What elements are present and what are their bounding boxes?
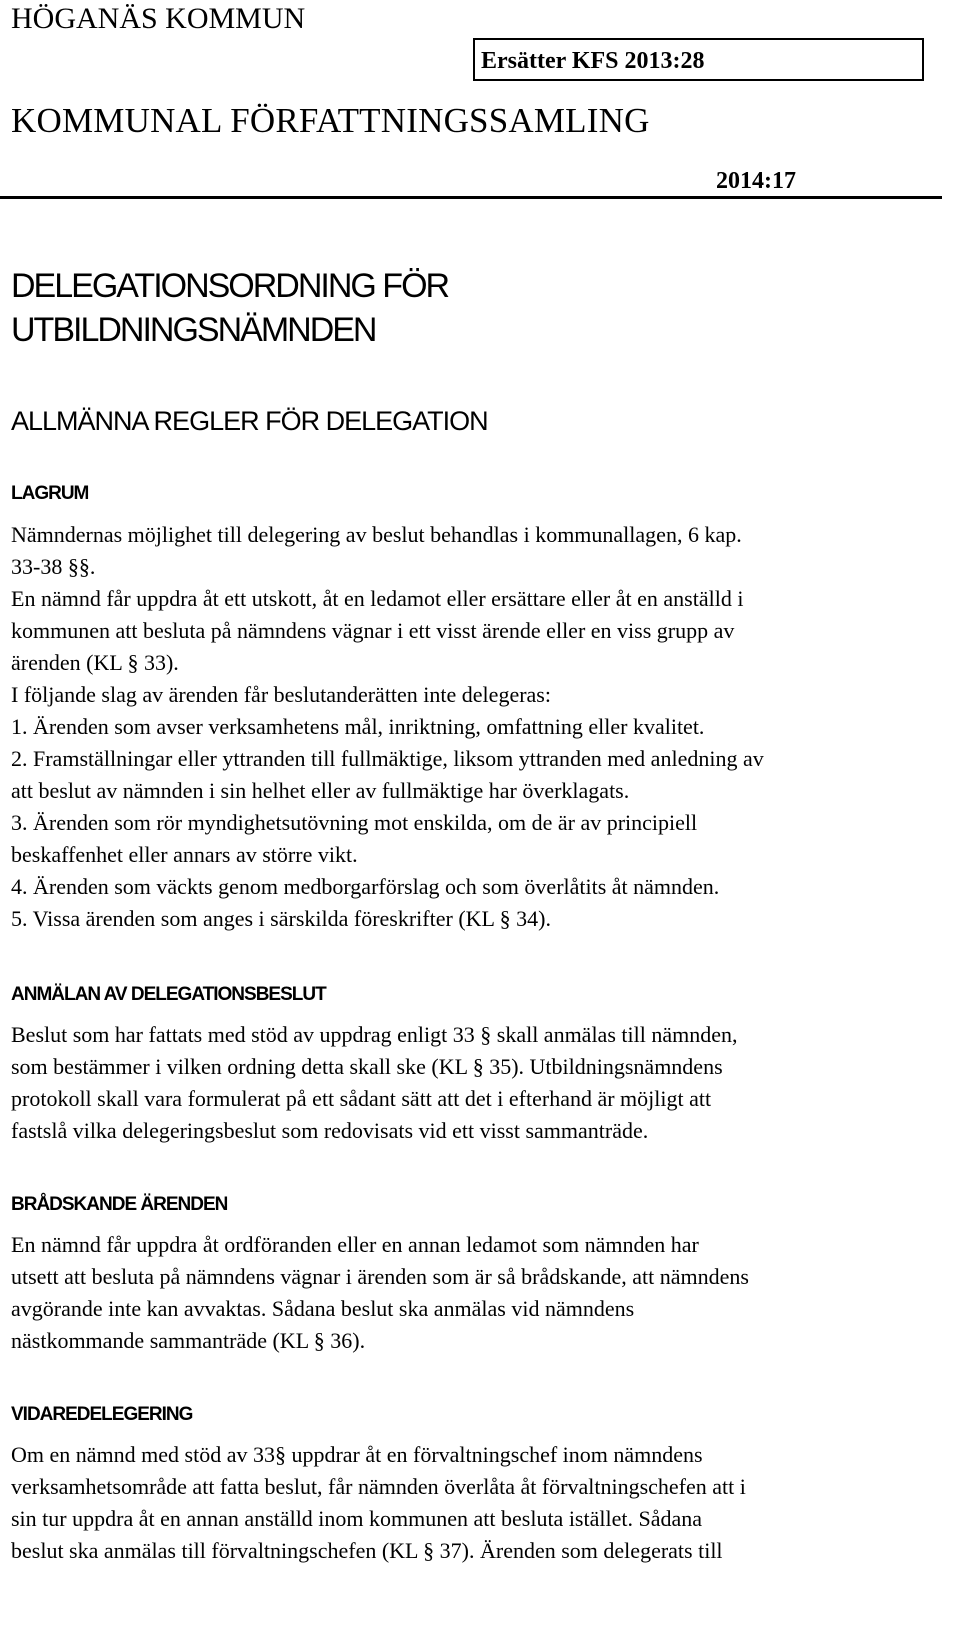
municipality-name: HÖGANÄS KOMMUN — [11, 2, 306, 35]
text-line: kommunen att besluta på nämndens vägnar i ett visst ärende eller en viss grupp av — [11, 618, 735, 643]
text-line: som bestämmer i vilken ordning detta skall ske (KL § 35). Utbildningsnämndens — [11, 1054, 723, 1079]
text-line: I följande slag av ärenden får beslutanderätten inte delegeras: — [11, 682, 551, 707]
text-line: nästkommande sammanträde (KL § 36). — [11, 1328, 366, 1353]
document-subtitle: ALLMÄNNA REGLER FÖR DELEGATION — [11, 406, 488, 436]
text-line: ärenden (KL § 33). — [11, 650, 179, 675]
text-line: beslut ska anmälas till förvaltningschefen (KL § 37). Ärenden som delegerats till — [11, 1538, 723, 1563]
text-line: protokoll skall vara formulerat på ett sådant sätt att det i efterhand är möjligt att — [11, 1086, 712, 1111]
section-heading-vidaredelegering: VIDAREDELEGERING — [11, 1404, 193, 1425]
replaces-notice-box: Ersätter KFS 2013:28 — [473, 38, 924, 81]
section-heading-bradskande: BRÅDSKANDE ÄRENDEN — [11, 1194, 228, 1215]
text-line: sin tur uppdra åt en annan anställd inom kommunen att besluta istället. Sådana — [11, 1506, 703, 1531]
text-line: En nämnd får uppdra åt ett utskott, åt en ledamot eller ersättare eller åt en anställd i — [11, 586, 744, 611]
text-line: Om en nämnd med stöd av 33§ uppdrar åt en förvaltningschef inom nämndens — [11, 1442, 703, 1467]
document-title — [11, 264, 448, 352]
text-line: 2. Framställningar eller yttranden till fullmäktige, liksom yttranden med anledning av — [11, 746, 764, 771]
header-divider — [0, 196, 942, 199]
text-line: avgörande inte kan avvaktas. Sådana beslut ska anmälas vid nämndens — [11, 1296, 635, 1321]
collection-title: KOMMUNAL FÖRFATTNINGSSAMLING — [11, 101, 650, 140]
section-heading-lagrum: LAGRUM — [11, 483, 89, 504]
text-line: 1. Ärenden som avser verksamhetens mål, inriktning, omfattning eller kvalitet. — [11, 714, 705, 739]
section-heading-anmalan: ANMÄLAN AV DELEGATIONSBESLUT — [11, 984, 326, 1005]
text-line: Beslut som har fattats med stöd av uppdrag enligt 33 § skall anmälas till nämnden, — [11, 1022, 738, 1047]
text-line: 5. Vissa ärenden som anges i särskilda föreskrifter (KL § 34). — [11, 906, 551, 931]
text-line: 3. Ärenden som rör myndighetsutövning mot enskilda, om de är av principiell — [11, 810, 698, 835]
text-line: fastslå vilka delegeringsbeslut som redovisats vid ett visst sammanträde. — [11, 1118, 649, 1143]
text-line: att beslut av nämnden i sin helhet eller av fullmäktige har överklagats. — [11, 778, 630, 803]
text-line: 33-38 §§. — [11, 554, 96, 579]
text-line: verksamhetsområde att fatta beslut, får nämnden överlåta åt förvaltningschefen att i — [11, 1474, 746, 1499]
collection-number: 2014:17 — [716, 168, 796, 194]
document-title-line: DELEGATIONSORDNING FÖR — [11, 267, 449, 305]
text-line: 4. Ärenden som väckts genom medborgarförslag och som överlåtits åt nämnden. — [11, 874, 720, 899]
text-line: utsett att besluta på nämndens vägnar i ärenden som är så brådskande, att nämndens — [11, 1264, 749, 1289]
text-line: Nämndernas möjlighet till delegering av beslut behandlas i kommunallagen, 6 kap. — [11, 522, 742, 547]
text-line: En nämnd får uppdra åt ordföranden eller en annan ledamot som nämnden har — [11, 1232, 699, 1257]
text-line: beskaffenhet eller annars av större vikt. — [11, 842, 358, 867]
document-title-line: UTBILDNINGSNÄMNDEN — [11, 311, 376, 349]
